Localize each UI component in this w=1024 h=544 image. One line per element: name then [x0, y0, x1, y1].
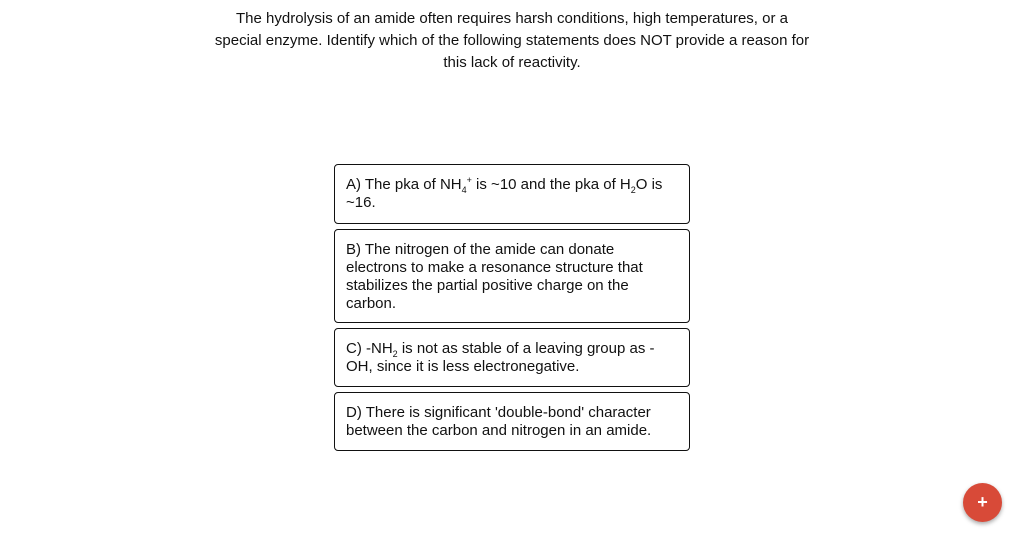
plus-icon: +: [977, 492, 988, 512]
option-a-text-1: A) The pka of NH: [346, 176, 462, 193]
option-a-subscript-2: 2: [630, 185, 636, 195]
question-text: The hydrolysis of an amide often requires harsh conditions, high temperatures, or a special enzyme. Identify which of the following statements does NOT provide a reason for this lack of reactivity.: [214, 10, 810, 71]
option-a-text-2: is ~10 and the pka of H: [471, 176, 631, 193]
option-b[interactable]: [334, 229, 690, 323]
option-a-superscript-1: +: [466, 175, 472, 185]
answer-options: [334, 164, 690, 456]
option-c-text-2: is not as stable of a leaving group as -OH, since it is less electronegative.: [346, 340, 655, 375]
option-c[interactable]: [334, 328, 690, 387]
option-c-subscript-1: 2: [392, 349, 398, 359]
option-b-text: B) The nitrogen of the amide can donate electrons to make a resonance structure that stabilizes the partial positive charge on the carbon.: [346, 241, 643, 312]
add-button[interactable]: [963, 483, 1002, 522]
option-d[interactable]: [334, 392, 690, 451]
option-a[interactable]: [334, 164, 690, 224]
option-a-subscript-1: 4: [461, 185, 467, 195]
option-c-text-1: C) -NH: [346, 340, 393, 357]
option-a-text-3: O is ~16.: [346, 176, 663, 211]
option-d-text: D) There is significant 'double-bond' character between the carbon and nitrogen in an amide.: [346, 404, 652, 439]
